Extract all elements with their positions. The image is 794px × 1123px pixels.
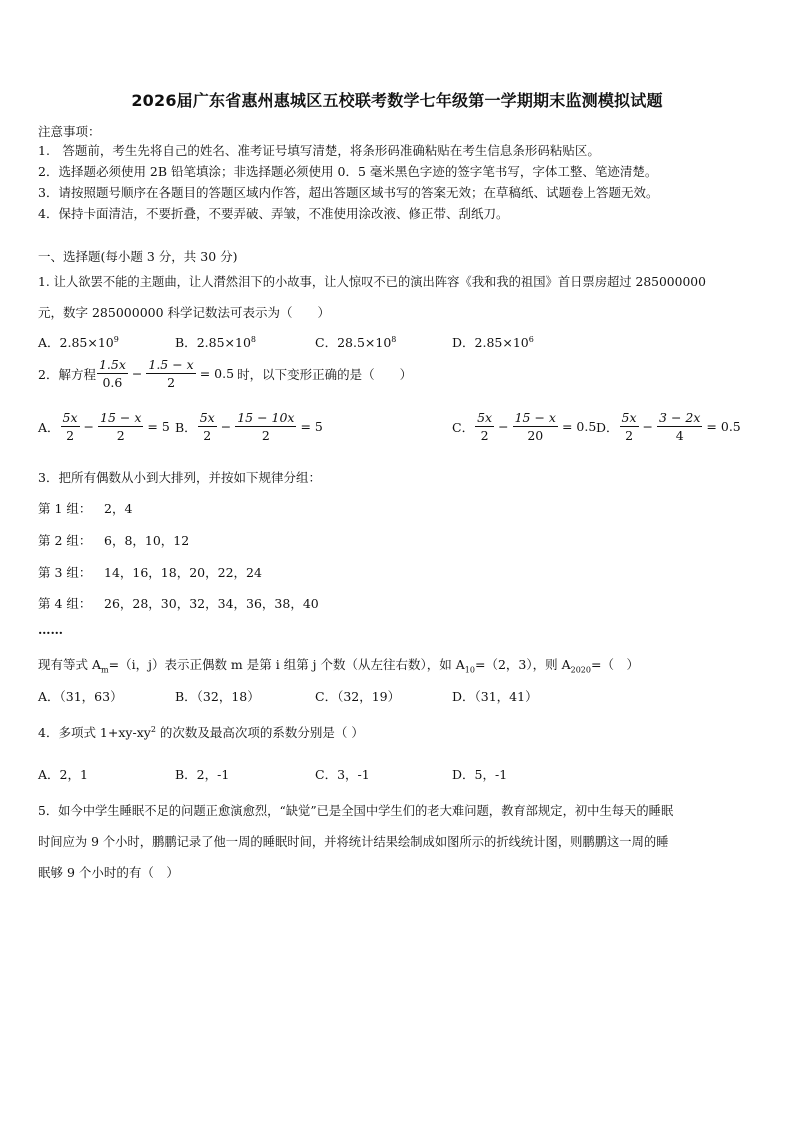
section-heading: 一、选择题(每小题 3 分，共 30 分) xyxy=(38,249,238,264)
q4-stem: 4．多项式 $1+xy-xy^2$ 的次数及最高次项的系数分别是（ ） xyxy=(38,724,364,740)
q5-stem-line3: 眠够 9 个小时的有（ ） xyxy=(38,865,179,880)
note-item-4: 4．保持卡面清洁，不要折叠，不要弄破、弄皱，不准使用涂改液、修正带、刮纸刀。 xyxy=(38,206,509,221)
q3-group-4: 第 4 组： 26，28，30，32，34，36，38，40 xyxy=(38,596,319,611)
q3-option-d[interactable]: D．（31，41） xyxy=(452,689,538,704)
q2-option-d[interactable]: D． $\frac{5x}{2}$ − $\frac{3 - 2x}{4}$ = 0.5 xyxy=(596,410,741,443)
q2-option-a[interactable]: A． $\frac{5x}{2}$ − $\frac{15 - x}{2}$ = 5 xyxy=(38,410,170,443)
q2-stem: 2．解方程 $\frac{1.5x}{0.6}$ − $\frac{1.5 - x}{2}$ = 0.5 时，以下变形正确的是（ ） xyxy=(38,357,413,390)
q2-eq-fraction-1: $\frac{1.5x}{0.6}$ xyxy=(98,357,126,390)
exam-title: 2026届广东省惠州惠城区五校联考数学七年级第一学期期末监测模拟试题 xyxy=(131,91,663,110)
q3-option-a[interactable]: A．（31，63） xyxy=(38,689,123,704)
q4-option-c[interactable]: C．3，-1 xyxy=(315,767,370,782)
q4-option-b[interactable]: B．2，-1 xyxy=(175,767,230,782)
q5-stem-line1: 5．如今中学生睡眠不足的问题正愈演愈烈，“缺觉”已是全国中学生们的老大难问题，教育部规定，初中生每天的睡眠 xyxy=(38,804,674,818)
q1-stem-line1: 1. 让人欲罢不能的主题曲，让人潸然泪下的小故事，让人惊叹不已的演出阵容《我和我的祖国》首日票房超过 285000000 xyxy=(38,275,706,289)
q3-group-3: 第 3 组： 14，16，18，20，22，24 xyxy=(38,565,262,580)
note-item-2: 2．选择题必须使用 2B 铅笔填涂；非选择题必须使用 0．5 毫米黑色字迹的签字笔书写，字体工整、笔迹清楚。 xyxy=(38,164,658,179)
notes-heading: 注意事项： xyxy=(38,124,101,139)
q3-option-c[interactable]: C．（32，19） xyxy=(315,689,401,704)
q1-option-c[interactable]: C．$28.5\times 10^8$ xyxy=(315,334,397,350)
note-item-1: 1. 答题前，考生先将自己的姓名、准考证号填写清楚，将条形码准确粘贴在考生信息条形码粘贴区。 xyxy=(38,143,600,158)
q2-eq-fraction-2: $\frac{1.5 - x}{2}$ xyxy=(148,357,194,390)
q2-option-b[interactable]: B． $\frac{5x}{2}$ − $\frac{15 - 10x}{2}$ = 5 xyxy=(175,410,323,443)
q3-option-b[interactable]: B．（32，18） xyxy=(175,689,260,704)
q2-option-c[interactable]: C． $\frac{5x}{2}$ − $\frac{15 - x}{20}$ = 0.5 xyxy=(452,410,597,443)
note-item-3: 3．请按照题号顺序在各题目的答题区域内作答，超出答题区域书写的答案无效；在草稿纸、试题卷上答题无效。 xyxy=(38,185,659,200)
q3-ellipsis: …… xyxy=(38,622,63,637)
q3-group-2: 第 2 组： 6，8，10，12 xyxy=(38,533,190,548)
q1-option-b[interactable]: B．$2.85\times 10^8$ xyxy=(175,334,256,350)
q4-option-a[interactable]: A．2，1 xyxy=(38,767,88,782)
q3-group-1: 第 1 组： 2，4 xyxy=(38,501,133,516)
q1-option-a[interactable]: A．$2.85\times 10^9$ xyxy=(38,334,119,350)
q1-stem-line2: 元，数字 285000000 科学记数法可表示为（ ） xyxy=(38,305,331,320)
q4-option-d[interactable]: D．5，-1 xyxy=(452,767,508,782)
q5-stem-line2: 时间应为 9 个小时，鹏鹏记录了他一周的睡眠时间，并将统计结果绘制成如图所示的折线统计图，则鹏鹏这一周的睡 xyxy=(38,835,669,849)
q1-option-d[interactable]: D．$2.85\times 10^6$ xyxy=(452,334,534,350)
q3-stem: 3．把所有偶数从小到大排列，并按如下规律分组： xyxy=(38,470,321,485)
q3-question-line: 现有等式 $A_m=(i$，j）表示正偶数 m 是第 i 组第 j 个数（从左往右数），如 $A_{10}=(2$，3），则 $A_{2020}=$（ ） xyxy=(38,657,639,675)
